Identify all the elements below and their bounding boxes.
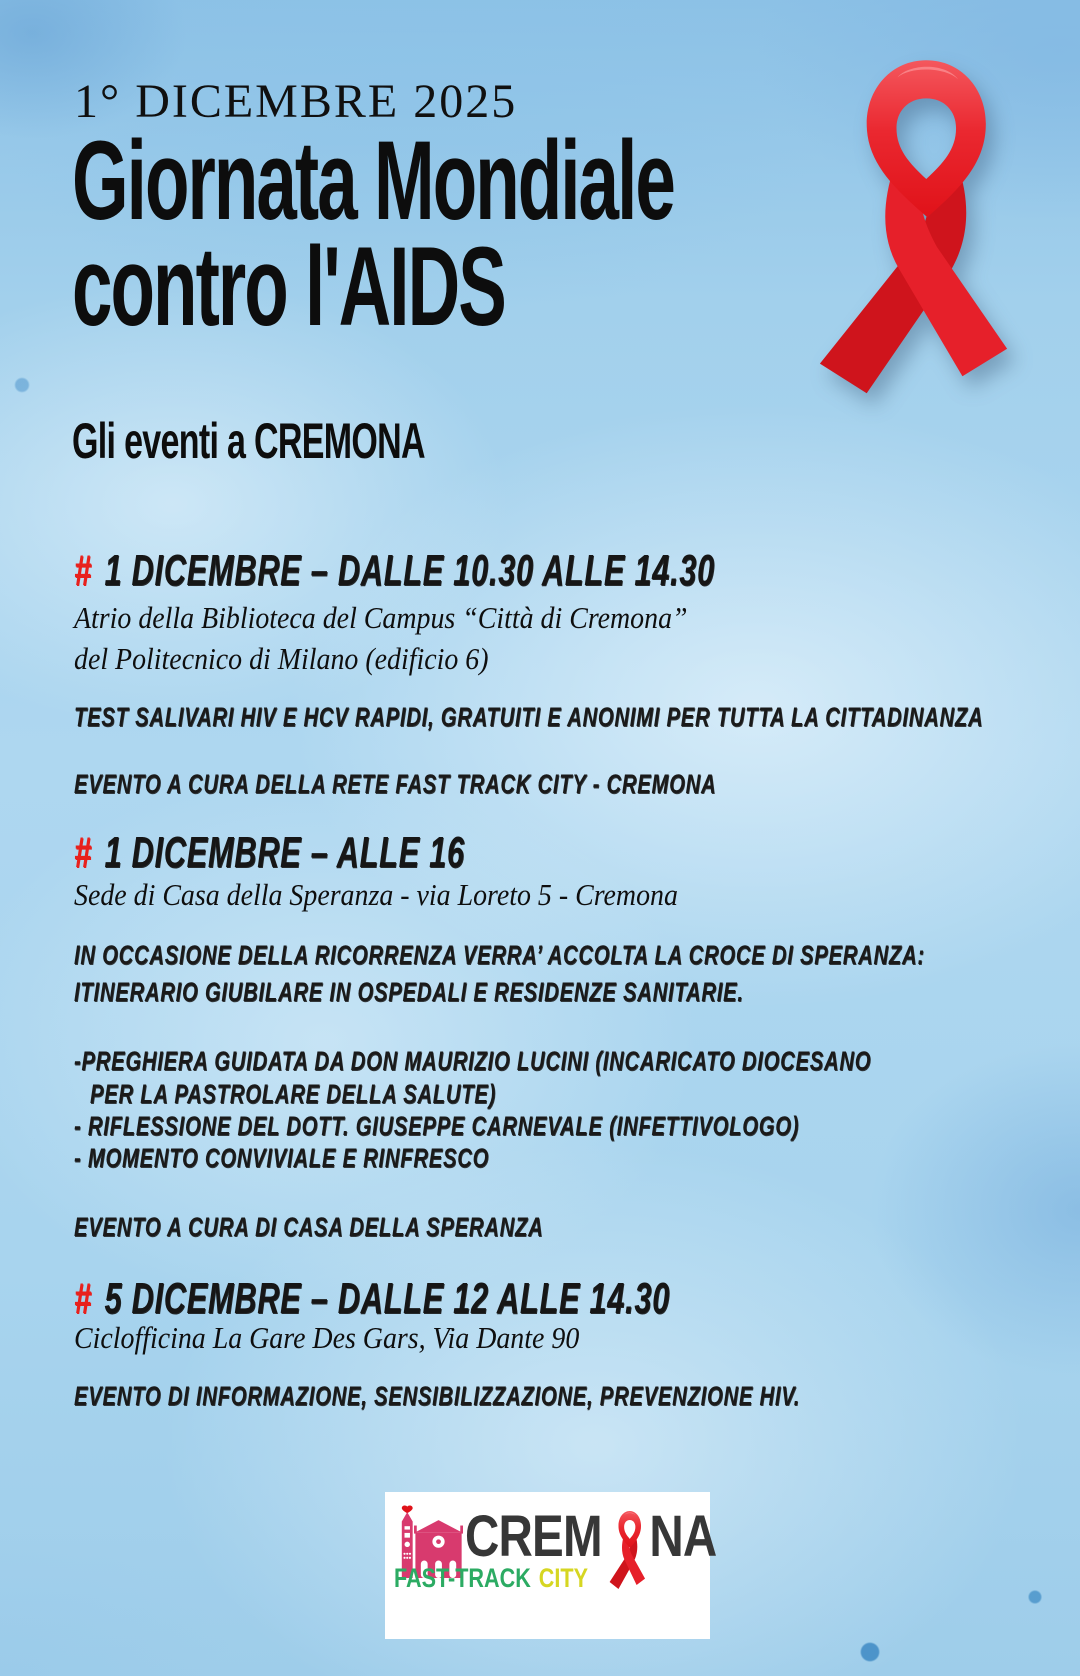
poster-title-line2: contro l'AIDS [72,224,505,350]
event2-intro-line2: ITINERARIO GIUBILARE IN OSPEDALI E RESIDENZE SANITARIE. [74,977,744,1007]
event2-intro-line1: IN OCCASIONE DELLA RICORRENZA VERRA’ ACCOLTA LA CROCE DI SPERANZA: [74,940,925,970]
event3-description: EVENTO DI INFORMAZIONE, SENSIBILIZZAZIONE, PREVENZIONE HIV. [74,1381,801,1411]
event1-description: TEST SALIVARI HIV E HCV RAPIDI, GRATUITI E ANONIMI PER TUTTA LA CITTADINANZA [74,702,984,732]
event1-credit: EVENTO A CURA DELLA RETE FAST TRACK CITY - CREMONA [74,769,717,799]
event1-venue-line1: Atrio della Biblioteca del Campus “Città di Cremona” [74,600,688,635]
event2-bullet2: - RIFLESSIONE DEL DOTT. GIUSEPPE CARNEVALE (INFETTIVOLOGO) [74,1111,800,1141]
event2-bullet1-line2: PER LA PASTROLARE DELLA SALUTE) [90,1079,497,1109]
poster-bottom-edge [0,1676,1080,1680]
event2-credit: EVENTO A CURA DI CASA DELLA SPERANZA [74,1212,544,1242]
logo-tagline-city: CITY [538,1563,589,1593]
hash-mark: # [74,828,92,877]
event2-bullet3: - MOMENTO CONVIVIALE E RINFRESCO [74,1143,490,1173]
aids-ribbon-icon [603,1510,647,1592]
event3-heading-text: 5 DICEMBRE – DALLE 12 ALLE 14.30 [104,1274,670,1323]
poster-title [72,118,674,350]
fast-track-city-logo [385,1492,717,1639]
logo-name-right: NA [649,1504,717,1569]
logo-tagline [394,1563,588,1594]
event2-heading [74,828,465,878]
event2-venue-line1: Sede di Casa della Speranza - via Loreto 5 - Cremona [74,877,678,912]
event1-heading [74,546,715,596]
event1-heading-text: 1 DICEMBRE – DALLE 10.30 ALLE 14.30 [104,546,715,595]
hash-mark: # [74,1274,92,1323]
aids-ribbon-icon [788,56,1022,406]
event3-heading [74,1274,670,1324]
event2-bullet1-line1: -PREGHIERA GUIDATA DA DON MAURIZIO LUCINI (INCARICATO DIOCESANO [74,1046,872,1076]
event2-heading-text: 1 DICEMBRE – ALLE 16 [104,828,465,877]
poster-title-line1: Giornata Mondiale [72,118,674,243]
logo-name-left: CREM [465,1504,602,1569]
event1-venue-line2: del Politecnico di Milano (edificio 6) [74,641,489,676]
event3-venue-line1: Ciclofficina La Gare Des Gars, Via Dante 90 [74,1320,580,1355]
poster-date: 1° DICEMBRE 2025 [74,75,518,128]
logo-tagline-fast-track: FAST-TRACK [394,1563,531,1593]
hash-mark: # [74,546,92,595]
poster-subtitle: Gli eventi a CREMONA [72,413,425,469]
